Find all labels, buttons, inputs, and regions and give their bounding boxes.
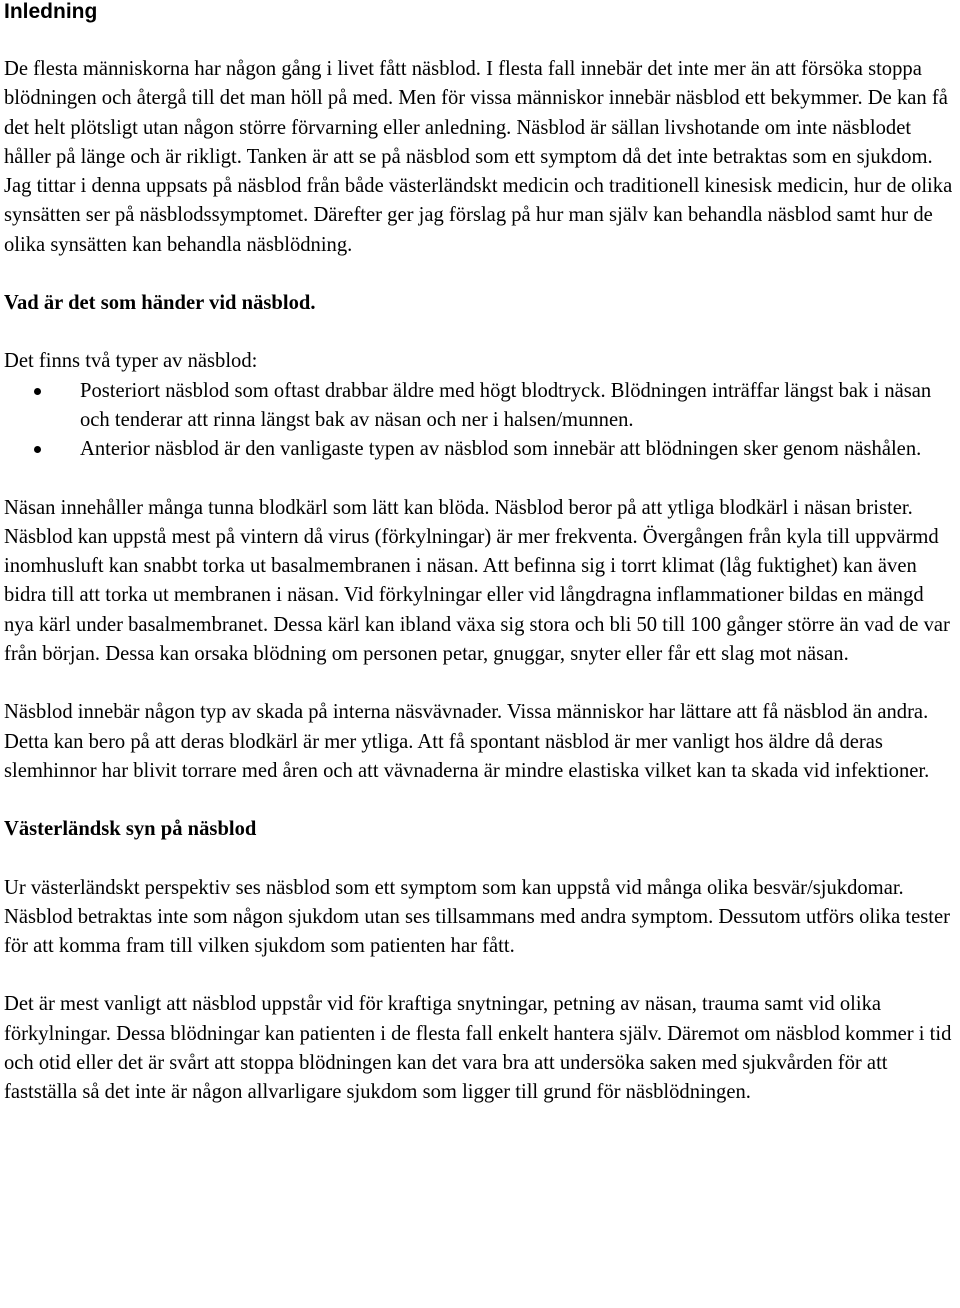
list-item-text: Anterior näsblod är den vanligaste typen av näsblod som innebär att blödningen sker genom näshålen. — [80, 438, 922, 461]
list-item — [4, 377, 956, 436]
bullet-icon — [34, 446, 41, 453]
intro-paragraph: De flesta människorna har någon gång i livet fått näsblod. I flesta fall innebär det inte mer än att försöka stoppa blödningen och återgå till det man höll på med. Men för vissa människor innebär näsblod ett bekymmer. De kan få det helt plötsligt utan någon större förvarning eller anledning. Näsblod är sällan livshotande om inte näsblodet håller på länge och är rikligt. Tanken är att se på näsblod som ett symptom då det inte betraktas som en sjukdom. Jag tittar i denna uppsats på näsblod från både västerländskt medicin och traditionell kinesisk medicin, hur de olika synsätten ser på näsblodssymptomet. Därefter ger jag förslag på hur man själv kan behandla näsblod samt hur de olika synsätten kan behandla näsblödning. — [4, 58, 953, 256]
document-title: Inledning — [4, 0, 98, 23]
nosebleed-types-list — [4, 377, 956, 465]
common-causes-paragraph: Det är mest vanligt att näsblod uppstår vid för kraftiga snytningar, petning av näsan, trauma samt vid olika förkylningar. Dessa blödningar kan patienten i de flesta fall enkelt hantera själv. Däremot om näsblod kommer i tid och otid eller det är svårt att stoppa blödningen kan det vara bra att undersöka saken med sjukvården för att fastställa så det inte är någon allvarligare sjukdom som ligger till grund för näsblödningen. — [4, 993, 952, 1104]
vessels-paragraph: Näsan innehåller många tunna blodkärl som lätt kan blöda. Näsblod beror på att ytliga blodkärl i näsan brister. Näsblod kan uppstå mest på vintern då virus (förkylningar) är mer frekventa. Övergången från kyla till uppvärmd inomhusluft kan snabbt torka ut basalmembranen i näsan. Att befinna sig i torrt klimat (låg fuktighet) kan även bidra till att torka ut membranen i näsan. Vid förkylningar eller vid långdragna inflammationer bildas en mängd nya kärl under basalmembranet. Dessa kärl kan ibland växa sig stora och bli 50 till 100 gånger större än vad de var från början. Dessa kan orsaka blödning om personen petar, gnuggar, snyter eller får ett slag mot näsan. — [4, 496, 950, 666]
types-intro-paragraph: Det finns två typer av näsblod: — [4, 350, 258, 373]
list-item — [4, 435, 956, 464]
list-item-text: Posteriort näsblod som oftast drabbar äldre med högt blodtryck. Blödningen inträffar längst bak i näsan och tenderar att rinna längst bak av näsan och ner i halsen/munnen. — [80, 379, 932, 431]
bullet-icon — [34, 388, 41, 395]
damage-paragraph: Näsblod innebär någon typ av skada på interna näsvävnader. Vissa människor har lättare att få näsblod än andra. Detta kan bero på att deras blodkärl är mer ytliga. Att få spontant näsblod är mer vanligt hos äldre då deras slemhinnor har blivit torrare med åren och att vävnaderna är mindre elastiska vilket kan ta skada vid infektioner. — [4, 701, 930, 782]
document-page — [4, 0, 956, 1108]
section-heading-western-view: Västerländsk syn på näsblod — [4, 818, 257, 841]
section-heading-what-happens: Vad är det som händer vid näsblod. — [4, 292, 316, 315]
western-perspective-paragraph: Ur västerländskt perspektiv ses näsblod som ett symptom som kan uppstå vid många olika besvär/sjukdomar. Näsblod betraktas inte som någon sjukdom utan ses tillsammans med andra symptom. Dessutom utförs olika tester för att komma fram till vilken sjukdom som patienten har fått. — [4, 876, 951, 958]
